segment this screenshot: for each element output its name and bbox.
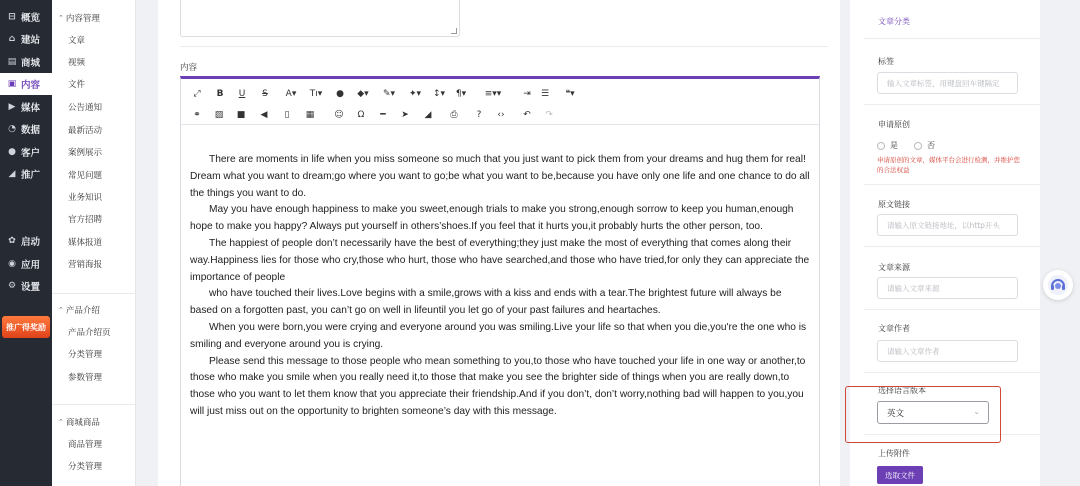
list-icon[interactable]: ☰ [540, 89, 550, 99]
nav-item-label: 建站 [21, 35, 41, 46]
author-input[interactable]: 请输入文章作者 [877, 340, 1018, 362]
tags-label: 标签 [878, 57, 894, 66]
nav-item-label: 商城 [21, 58, 41, 69]
source-link-input[interactable]: 请输入原文链接地址，以http开头 [877, 214, 1018, 236]
language-label: 选择语言版本 [878, 386, 926, 395]
link-icon[interactable]: ⚭ [193, 110, 201, 120]
submenu-section-header[interactable] [58, 304, 100, 316]
cursor-icon[interactable]: ➤ [401, 110, 409, 120]
horizontal-rule-icon[interactable]: ━ [380, 110, 386, 120]
paragraph-icon[interactable]: ¶▾ [455, 89, 467, 99]
file-icon[interactable]: ▯ [284, 110, 290, 120]
quote-icon[interactable]: ❝▾ [565, 89, 575, 99]
submenu-item[interactable]: 文章 [68, 36, 86, 46]
divider [864, 246, 1040, 247]
bold-icon[interactable]: B [216, 89, 224, 99]
omega-icon[interactable]: Ω [357, 110, 365, 120]
nav-item-0[interactable] [0, 6, 52, 28]
nav-item-1[interactable] [0, 28, 52, 50]
underline-icon[interactable]: U [238, 89, 246, 99]
source-link-label: 原文链接 [878, 200, 910, 209]
submenu-item[interactable]: 最新活动 [68, 126, 103, 136]
submenu-divider [52, 293, 136, 294]
undo-icon[interactable]: ↶ [523, 110, 531, 120]
chevron-up-icon: ⌃ [58, 418, 64, 426]
submenu-item[interactable]: 业务知识 [68, 193, 103, 203]
submenu-section-title: 产品介绍 [65, 306, 100, 316]
image-icon[interactable]: ▨ [214, 110, 224, 120]
submenu-section-title: 内容管理 [65, 14, 100, 24]
chevron-down-icon: ⌄ [973, 407, 980, 416]
editor-paragraph: The happiest of people don’t necessarily have the best of everything;they just make the most of everything that comes along their way.Happiness lies for those who cry,those who hurt, those who have searched,and those who have tried,for only they can appreciate the importance of people [190, 237, 810, 283]
submenu-item[interactable]: 公告通知 [68, 103, 103, 113]
content-label: 内容 [180, 63, 198, 73]
editor-toolbar [181, 79, 819, 125]
original-warning: 申请原创的文章，媒体平台会进行检测，并维护您的合法权益 [877, 156, 1020, 174]
editor-body[interactable] [190, 152, 810, 421]
submenu-item[interactable]: 产品介绍页 [68, 328, 111, 338]
help-icon[interactable]: ? [476, 110, 482, 120]
nav-item-label: 内容 [21, 80, 41, 91]
document-icon: ▣ [7, 79, 17, 89]
nav-item-label: 客户 [21, 148, 41, 159]
divider [864, 184, 1040, 185]
font-color-icon[interactable]: A▾ [285, 89, 297, 99]
headset-icon [1047, 274, 1069, 296]
font-size-icon[interactable]: Tı▾ [309, 89, 323, 99]
divider [864, 38, 1040, 39]
editor-paragraph: May you have enough happiness to make you sweet,enough trials to make you strong,enough sorrow to keep you human,enough hope to make you happy? Always put yourself in others’shoes.If you feel that it hurts you,it probably hurts the other person, too. [190, 204, 794, 233]
data-icon: ◔ [8, 124, 16, 134]
submenu-item[interactable]: 商品管理 [68, 440, 103, 450]
redo-icon[interactable]: ↷ [545, 110, 553, 120]
author-label: 文章作者 [878, 324, 910, 333]
submenu-item[interactable]: 常见问题 [68, 171, 103, 181]
promo-banner[interactable]: 推广得奖励 [2, 316, 50, 338]
divider [864, 372, 1040, 373]
nav-item-label: 应用 [21, 260, 41, 271]
editor-paragraph: When you were born,you were crying and everyone around you was smiling.Live your life so that when you die,you're the one who is smiling and everyone around you is crying. [190, 321, 807, 350]
promote-icon: ◢ [8, 169, 16, 179]
nav-item-label: 推广 [21, 170, 41, 181]
fullscreen-icon[interactable]: ⤢ [193, 89, 201, 99]
line-height-icon[interactable]: ↕▾ [432, 89, 446, 99]
submenu-item[interactable]: 分类管理 [68, 350, 103, 360]
source-input[interactable]: 请输入文章来源 [877, 277, 1018, 299]
strikethrough-icon[interactable]: S [262, 89, 268, 99]
radio-label: 是 [890, 141, 898, 150]
language-value: 英文 [887, 408, 905, 419]
nav-item-9[interactable] [0, 253, 52, 275]
nav-item-3[interactable] [0, 73, 52, 95]
align-icon[interactable]: ≡▾▾ [484, 89, 502, 99]
settings-icon: ⚙ [7, 281, 17, 291]
launch-icon: ✿ [8, 236, 16, 246]
radio-circle [914, 142, 922, 150]
magic-wand-icon[interactable]: ✦▾ [408, 89, 422, 99]
original-yes-radio[interactable] [877, 140, 898, 151]
language-highlight-box [845, 386, 1001, 443]
original-no-radio[interactable] [914, 140, 935, 151]
radio-label: 否 [927, 141, 935, 150]
submenu-item[interactable]: 视频 [68, 58, 86, 68]
nav-item-6[interactable] [0, 141, 52, 163]
media-icon: ▶ [8, 102, 16, 112]
nav-item-10[interactable] [0, 275, 52, 297]
nav-item-2[interactable] [0, 51, 52, 73]
emoji-icon[interactable]: ☺ [334, 110, 344, 120]
table-icon[interactable]: ▦ [305, 110, 315, 120]
brush-icon[interactable]: ✎▾ [382, 89, 396, 99]
article-category-link[interactable]: 文章分类 [878, 17, 910, 26]
home-icon: ⌂ [8, 34, 16, 44]
submenu-item[interactable]: 媒体报道 [68, 238, 103, 248]
apps-icon: ◉ [8, 259, 16, 269]
submenu-section-title: 商城商品 [65, 418, 100, 428]
user-icon: ● [8, 147, 16, 157]
shop-icon: ▤ [7, 57, 17, 67]
radio-circle [877, 142, 885, 150]
code-icon[interactable]: ‹› [497, 110, 505, 120]
submenu-item[interactable]: 营销海报 [68, 260, 103, 270]
main-nav [0, 0, 52, 486]
attachment-label: 上传附件 [878, 449, 910, 458]
customer-support-button[interactable] [1043, 270, 1073, 300]
editor-paragraph: who have touched their lives.Love begins with a smile,grows with a kiss and ends with a tear.The brightest future will always be based on a forgotten past, you can’t go on well in lifeuntil you let go of your past failures and heartaches. [190, 288, 782, 317]
main-panel [158, 0, 840, 486]
nav-item-4[interactable] [0, 96, 52, 118]
chevron-up-icon: ⌃ [58, 306, 64, 314]
summary-textarea[interactable] [180, 0, 460, 37]
editor-paragraph: There are moments in life when you miss someone so much that you just want to pick them from your dreams and hug them for real! Dream what you want to dream;go where you want to go;be what you want to be,because you have only one life and one chance to do all the things you want to do. [190, 154, 810, 199]
submenu-item[interactable]: 案例展示 [68, 148, 103, 158]
editor-paragraph: Please send this message to those people who mean something to you,to those who have touched your life in one way or another,to those who make you smile when you really need it,to those that make you see the brighter side of things when you are really down,to those who you want to let them know that you appreciate their friendship.And if you don’t, don’t worry,nothing bad will happen to you,you will just miss out on the opportunity to brighten someone’s day with this message. [190, 355, 806, 417]
video-icon[interactable]: ■ [236, 110, 246, 120]
indent-icon[interactable]: ⇥ [523, 89, 531, 99]
tag-icon[interactable]: ◆▾ [357, 89, 369, 99]
submenu-item[interactable]: 分类管理 [68, 462, 103, 472]
submenu-divider [52, 404, 136, 405]
tags-input[interactable]: 输入文章标签，用键盘回车键隔定 [877, 72, 1018, 94]
submenu-section-header[interactable] [58, 416, 100, 428]
ink-drop-icon[interactable]: ● [336, 89, 344, 99]
rich-text-editor[interactable] [180, 76, 820, 486]
divider [180, 46, 828, 47]
submenu-item[interactable]: 文件 [68, 80, 86, 90]
original-label: 申请原创 [878, 120, 910, 129]
submenu-section-header[interactable] [58, 12, 100, 24]
submenu-item[interactable]: 参数管理 [68, 373, 103, 383]
nav-item-label: 设置 [21, 282, 41, 293]
divider [864, 104, 1040, 105]
source-label: 文章来源 [878, 263, 910, 272]
nav-item-label: 概览 [21, 13, 41, 24]
nav-item-label: 数据 [21, 125, 41, 136]
nav-item-8[interactable] [0, 230, 52, 252]
print-icon[interactable]: ⎙ [450, 110, 458, 120]
chevron-up-icon: ⌃ [58, 14, 64, 22]
choose-file-button[interactable]: 选取文件 [877, 466, 923, 484]
audio-icon[interactable]: ◀ [260, 110, 268, 120]
eraser-icon[interactable]: ◢ [424, 110, 432, 120]
divider [864, 309, 1040, 310]
submenu-item[interactable]: 官方招聘 [68, 215, 103, 225]
nav-item-5[interactable] [0, 118, 52, 140]
overview-icon: ⊟ [8, 12, 16, 22]
nav-item-label: 媒体 [21, 103, 41, 114]
content-submenu [52, 0, 136, 486]
nav-item-7[interactable] [0, 163, 52, 185]
nav-item-label: 启动 [21, 237, 41, 248]
